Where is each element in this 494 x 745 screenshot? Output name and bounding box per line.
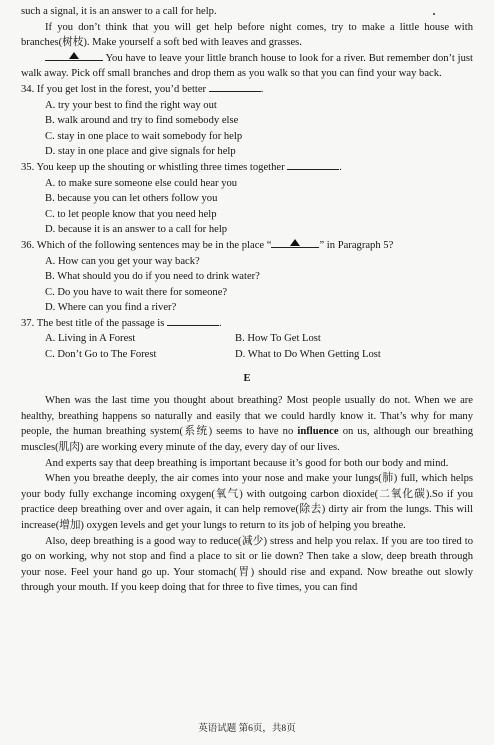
triangle-blank <box>271 238 319 248</box>
option-c: C. to let people know that you need help <box>45 208 217 220</box>
paragraph-e3: When you breathe deeply, the air comes into your nose and make your lungs(肺) full, which helps your body fully exchange incoming oxygen(氧气) with outgoing carbon dioxide(二氧化碳).So if you practice deep breathing over and over again, it can help remove(除去) dirty air from the lungs. This will increase(增加) oxygen levels and get your lungs to return to its job of helping you breathe. <box>21 473 473 531</box>
section-heading: E <box>243 372 251 384</box>
option-b: B. How To Get Lost <box>235 333 321 345</box>
option-b: B. What should you do if you need to drink water? <box>45 271 260 283</box>
question-34 <box>21 82 473 160</box>
triangle-blank <box>45 51 103 61</box>
question-stem <box>21 316 473 332</box>
paragraph-river <box>21 51 473 82</box>
option-b: B. walk around and try to find somebody else <box>45 115 239 127</box>
option-a: A. try your best to find the right way out <box>45 99 217 111</box>
paragraph-e1-end: on us, although our breathing muscles(肌肉) are working every minute of the day, every day of our lives. <box>21 426 473 454</box>
option-b: B. because you can let others follow you <box>45 193 218 205</box>
triangle-icon <box>290 239 300 246</box>
question-stem-end: ” in Paragraph 5? <box>319 239 394 251</box>
page-footer: 英语试题 第6页，共8页 <box>198 724 296 734</box>
option-c: C. stay in one place to wait somebody for help <box>45 130 243 142</box>
question-stem <box>21 238 473 254</box>
answer-blank <box>287 160 339 170</box>
paragraph-e2: And experts say that deep breathing is important because it’s good for both our body and mind. <box>45 457 449 469</box>
answer-blank <box>167 316 219 326</box>
option-d: D. stay in one place and give signals for help <box>45 146 236 158</box>
option-grid <box>45 331 473 362</box>
paragraph-e1-start: When was the last time you thought about breathing? Most people usually do not. When we are healthy, breathing happens so naturally and easily that we could hardly know it. That’s why for many people, the human breathing system(系统) seems to have no <box>21 395 473 438</box>
question-stem-text: 36. Which of the following sentences may be in the place “ <box>21 239 272 251</box>
paragraph-river-text: You have to leave your little branch house to look for a river. But remember don’t just walk away. Pick off small branches and drop them as you walk so that you can find your way back. <box>21 52 473 80</box>
paragraph-e1 <box>21 393 473 455</box>
question-stem <box>21 82 473 98</box>
option-d: D. Where can you find a river? <box>45 302 177 314</box>
option-c: C. Don’t Go to The Forest <box>45 349 157 361</box>
option-d: D. because it is an answer to a call for help <box>45 224 228 236</box>
paragraph-signal-end: such a signal, it is an answer to a call for help. <box>21 6 217 17</box>
option-d: D. What to Do When Getting Lost <box>235 349 381 361</box>
option-c: C. Do you have to wait there for someone? <box>45 286 228 298</box>
question-35 <box>21 160 473 238</box>
option-a: A. How can you get your way back? <box>45 255 200 267</box>
question-stem-text: 34. If you get lost in the forest, you’d better <box>21 83 207 95</box>
answer-blank <box>209 82 261 92</box>
question-stem-end: . <box>219 317 222 329</box>
question-37 <box>21 316 473 363</box>
bold-keyword: influence <box>297 426 339 438</box>
paragraph-e4: Also, deep breathing is a good way to reduce(减少) stress and help you relax. If you are too tired to go on working, why not stop and find a place to sit or lie down? Then take a slow, deep breath through your nose. Feel your hand go up. Your stomach(胃) should rise and expand. Now breathe out slowly through your mouth. If you keep doing that for three to five times, you can find <box>21 535 473 594</box>
question-stem-text: 37. The best title of the passage is <box>21 317 165 329</box>
triangle-icon <box>69 52 79 59</box>
option-a: A. to make sure someone else could hear you <box>45 177 238 189</box>
option-a: A. Living in A Forest <box>45 333 136 345</box>
question-36 <box>21 238 473 316</box>
question-stem-text: 35. You keep up the shouting or whistling three times together <box>21 161 285 173</box>
paragraph-shelter: If you don’t think that you will get help before night comes, try to make a little house with branches(树枝). Make yourself a soft bed with leaves and grasses. <box>21 21 473 49</box>
page-content <box>21 4 473 596</box>
question-stem <box>21 160 473 176</box>
question-stem-end: . <box>339 161 342 173</box>
question-stem-end: . <box>260 83 264 95</box>
